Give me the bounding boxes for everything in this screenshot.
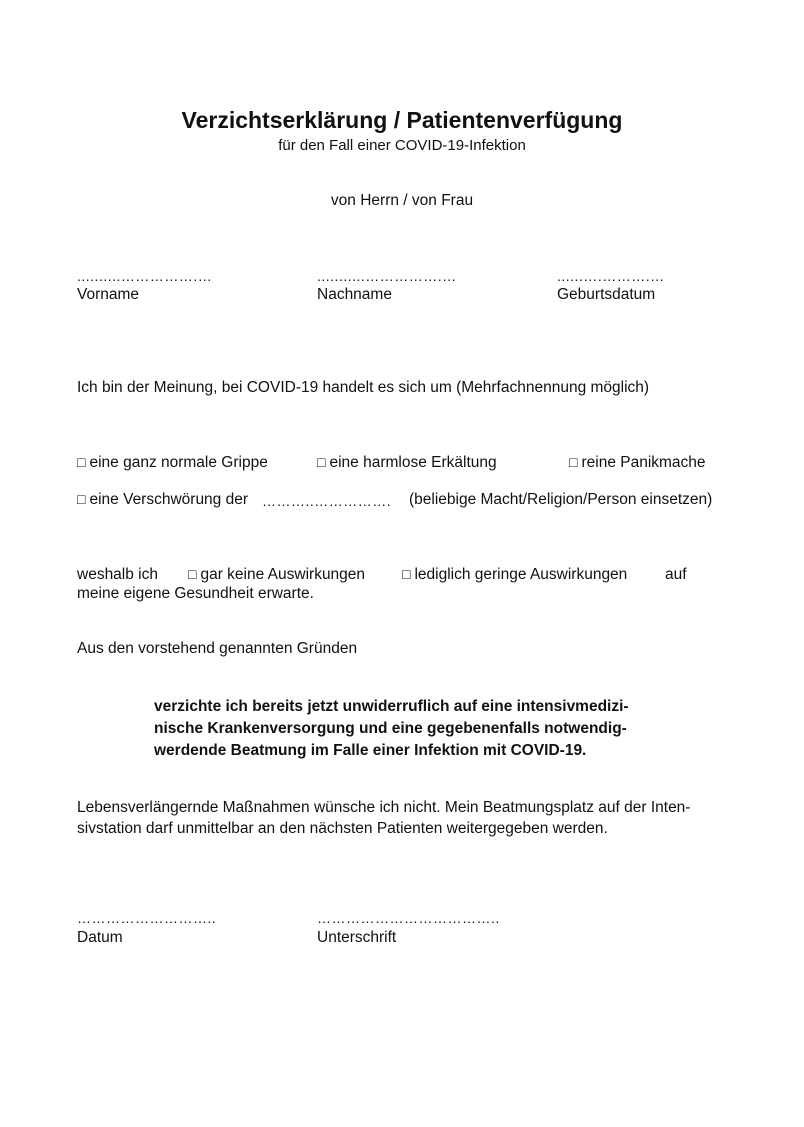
waiver-line: nische Krankenversorgung und eine gegebenenfalls notwendig- xyxy=(154,720,627,737)
from-line: von Herrn / von Frau xyxy=(330,192,474,209)
checkbox-icon[interactable]: □ xyxy=(77,491,86,507)
opinion-intro: Ich bin der Meinung, bei COVID-19 handelt es sich um (Mehrfachnennung möglich) xyxy=(77,379,650,396)
option-label: lediglich geringe Auswirkungen xyxy=(414,566,628,583)
option-label: eine harmlose Erkältung xyxy=(329,454,497,471)
birthdate-blank[interactable]: ......….……….… xyxy=(557,268,665,284)
first-name-blank[interactable]: ..........…………….… xyxy=(77,268,213,284)
signature-label: Unterschrift xyxy=(317,929,397,946)
effects-suffix: auf xyxy=(665,566,687,583)
checkbox-icon[interactable]: □ xyxy=(188,566,197,582)
option-label: eine Verschwörung der xyxy=(89,491,249,508)
option-conspiracy[interactable] xyxy=(77,491,248,509)
reasons-line: Aus den vorstehend genannten Gründen xyxy=(77,640,358,657)
document-title: Verzichtserklärung / Patientenverfügung xyxy=(181,107,623,133)
signature-blank[interactable]: ……………………………….. xyxy=(317,910,500,926)
conspiracy-hint: (beliebige Macht/Religion/Person einsetzen) xyxy=(409,491,713,508)
closing-line: Lebensverlängernde Maßnahmen wünsche ich nicht. Mein Beatmungsplatz auf der Inten- xyxy=(77,799,691,816)
document-subtitle: für den Fall einer COVID-19-Infektion xyxy=(278,137,526,154)
checkbox-icon[interactable]: □ xyxy=(569,454,578,470)
checkbox-icon[interactable]: □ xyxy=(317,454,326,470)
effects-prefix: weshalb ich xyxy=(77,566,158,583)
first-name-label: Vorname xyxy=(77,286,140,303)
last-name-label: Nachname xyxy=(317,286,392,303)
waiver-paragraph xyxy=(154,696,674,762)
option-label: reine Panikmache xyxy=(581,454,706,471)
option-panic[interactable] xyxy=(569,454,706,472)
option-normal-flu[interactable] xyxy=(77,454,268,472)
checkbox-icon[interactable]: □ xyxy=(77,454,86,470)
waiver-line: werdende Beatmung im Falle einer Infektion mit COVID-19. xyxy=(154,742,587,759)
last-name-blank[interactable]: ...........…………….… xyxy=(317,268,457,284)
conspiracy-blank[interactable]: ………..……………. xyxy=(262,493,392,509)
option-label: gar keine Auswirkungen xyxy=(200,566,366,583)
waiver-line: verzichte ich bereits jetzt unwiderruflich auf eine intensivmedizi- xyxy=(154,698,629,715)
date-label: Datum xyxy=(77,929,123,946)
option-minor-effects[interactable] xyxy=(402,566,627,584)
option-no-effects[interactable] xyxy=(188,566,365,584)
closing-paragraph xyxy=(77,797,737,839)
date-blank[interactable]: ……………………….. xyxy=(77,910,217,926)
closing-line: sivstation darf unmittelbar an den nächsten Patienten weitergegeben werden. xyxy=(77,820,608,837)
birthdate-label: Geburtsdatum xyxy=(557,286,656,303)
effects-line2: meine eigene Gesundheit erwarte. xyxy=(77,585,314,602)
checkbox-icon[interactable]: □ xyxy=(402,566,411,582)
option-harmless-cold[interactable] xyxy=(317,454,497,472)
option-label: eine ganz normale Grippe xyxy=(89,454,268,471)
